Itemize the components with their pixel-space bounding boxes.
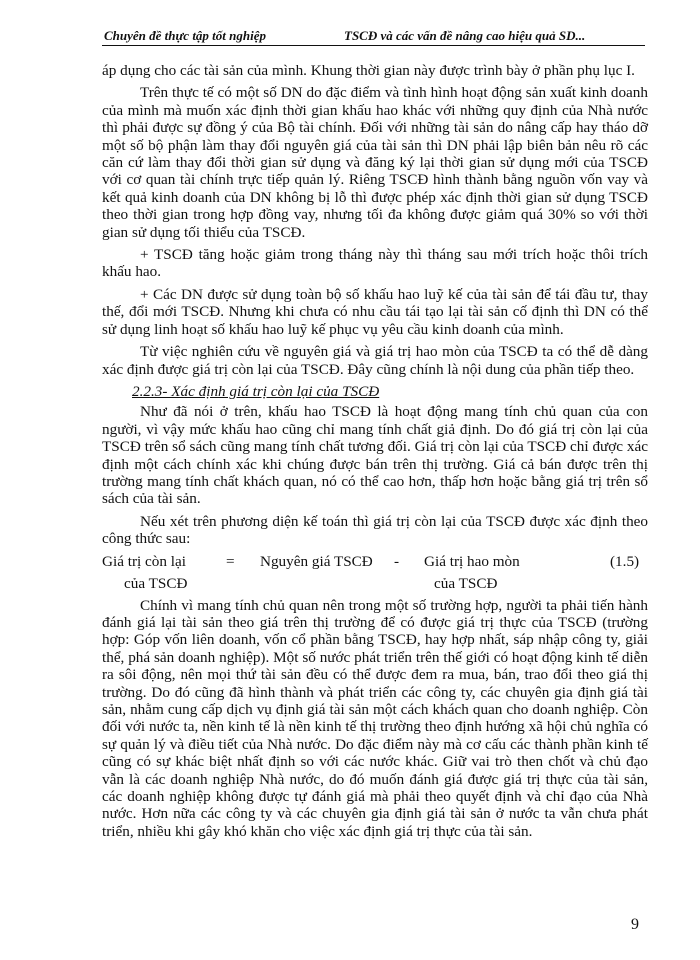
header-right-title: TSCĐ và các vấn đề nâng cao hiệu quả SD... (344, 28, 586, 43)
paragraph-1: áp dụng cho các tài sản của mình. Khung thời gian này được trình bày ở phần phụ lục I. (102, 62, 635, 79)
formula-minus: - (394, 552, 400, 570)
page-number: 9 (631, 916, 639, 933)
section-subheading: 2.2.3- Xác định giá trị còn lại của TSCĐ (132, 382, 380, 400)
paragraph-5: Từ việc nghiên cứu về nguyên giá và giá trị hao mòn của TSCĐ ta có thể dễ dàng xác định được giá trị còn lại của TSCĐ. Đây cũng chính là nội dung của phần tiếp theo. (102, 343, 648, 378)
paragraph-2: Trên thực tế có một số DN do đặc điểm và tình hình hoạt động sản xuất kinh doanh của mình mà muốn xác định thời gian khấu hao khác với những quy định của Nhà nước thì phải được sự đồng ý của Bộ tài chính. Đối với những tài sản do nâng cấp hay tháo dỡ một số bộ phận làm thay đổi nguyên giá của tài sản thì DN phải lập biên bản nêu rõ các căn cứ làm thay đổi thời gian sử dụng và đăng ký lại thời gian sử dụng mới của TSCĐ với cơ quan tài chính trực tiếp quản lý. Riêng TSCĐ hình thành bằng nguồn vốn vay và kết quả kinh doanh của DN không bị lỗ thì được phép xác định thời gian sử dụng TSCĐ theo thời gian trong hợp đồng vay, nhưng tối đa không được giảm quá 30% so với thời gian sử dụng tối thiểu của TSCĐ. (102, 84, 648, 241)
formula-number: (1.5) (610, 552, 640, 570)
paragraph-6: Như đã nói ở trên, khấu hao TSCĐ là hoạt động mang tính chủ quan của con người, vì vậy mức khấu hao cũng chỉ mang tính chất giả định. Do đó giá trị còn lại của TSCĐ trên sổ sách cũng mang tính chất tương đối. Giá trị còn lại của TSCĐ chỉ được xác định một cách chính xác khi chúng được bán trên thị trường. Giá cả bán được trên thị trường mang tính chất khách quan, nó có thể cao hơn, thấp hơn hoặc bằng giá trị trên sổ sách của tài sản. (102, 403, 648, 508)
formula-term2-line1: Giá trị hao mòn (424, 552, 520, 570)
header-left-title: Chuyên đề thực tập tốt nghiệp (104, 28, 266, 43)
formula-term1: Nguyên giá TSCĐ (260, 552, 373, 570)
formula-equals: = (226, 552, 235, 570)
paragraph-8: Chính vì mang tính chủ quan nên trong một số trường hợp, người ta phải tiến hành đánh giá lại tài sản theo giá trên thị trường để có được giá trị thực của TSCĐ (trường hợp: Góp vốn liên doanh, vốn cổ phần bằng TSCĐ, hay hợp nhất, sáp nhập công ty, giải thể, phá sản doanh nghiệp). Một số nước phát triển trên thế giới có hoạt động kinh tế diễn ra sôi động, nên mọi thứ tài sản đều có thể được đem ra mua, bán, trao đổi theo giá thị trường. Do đó cũng đã hình thành và phát triển các công ty, các chuyên gia định giá tài sản, nhằm cung cấp dịch vụ định giá tài sản một cách khách quan cho doanh nghiệp. Còn đối với nước ta, nền kinh tế là nền kinh tế thị trường theo định hướng xã hội chủ nghĩa có sự quản lý và điều tiết của Nhà nước. Do đặc điểm này mà cơ cấu các thành phần kinh tế cũng có sự khác biệt nhất định so với các nước khác. Giữ vai trò then chốt và chủ đạo vẫn là các doanh nghiệp Nhà nước, do đó muốn đánh giá được giá trị thực của tài sản, các doanh nghiệp không được tự đánh giá mà phải theo quyết định và chỉ đạo của Nhà nước. Hơn nữa các công ty và các chuyên gia định giá tài sản ở nước ta vẫn chưa phát triển, nhiều khi gây khó khăn cho việc xác định giá trị thực của tài sản. (102, 596, 648, 840)
header-rule (102, 45, 645, 46)
formula-term2-line2: của TSCĐ (434, 574, 498, 592)
running-header (102, 26, 645, 46)
page-body (102, 62, 648, 845)
formula-1-5 (102, 553, 648, 595)
paragraph-4: + Các DN được sử dụng toàn bộ số khấu hao luỹ kế của tài sản để tái đầu tư, thay thế, đổi mới TSCĐ. Nhưng khi chưa có nhu cầu tái tạo lại tài sản cố định thì DN có thể sử dụng linh hoạt số khấu hao luỹ kế phục vụ yêu cầu kinh doanh của mình. (102, 285, 648, 338)
formula-lhs-line2: của TSCĐ (124, 574, 188, 592)
paragraph-3: + TSCĐ tăng hoặc giảm trong tháng này thì tháng sau mới trích hoặc thôi trích khấu hao. (102, 246, 648, 281)
formula-lhs-line1: Giá trị còn lại (102, 552, 186, 570)
paragraph-7: Nếu xét trên phương diện kế toán thì giá trị còn lại của TSCĐ được xác định theo công thức sau: (102, 512, 648, 548)
